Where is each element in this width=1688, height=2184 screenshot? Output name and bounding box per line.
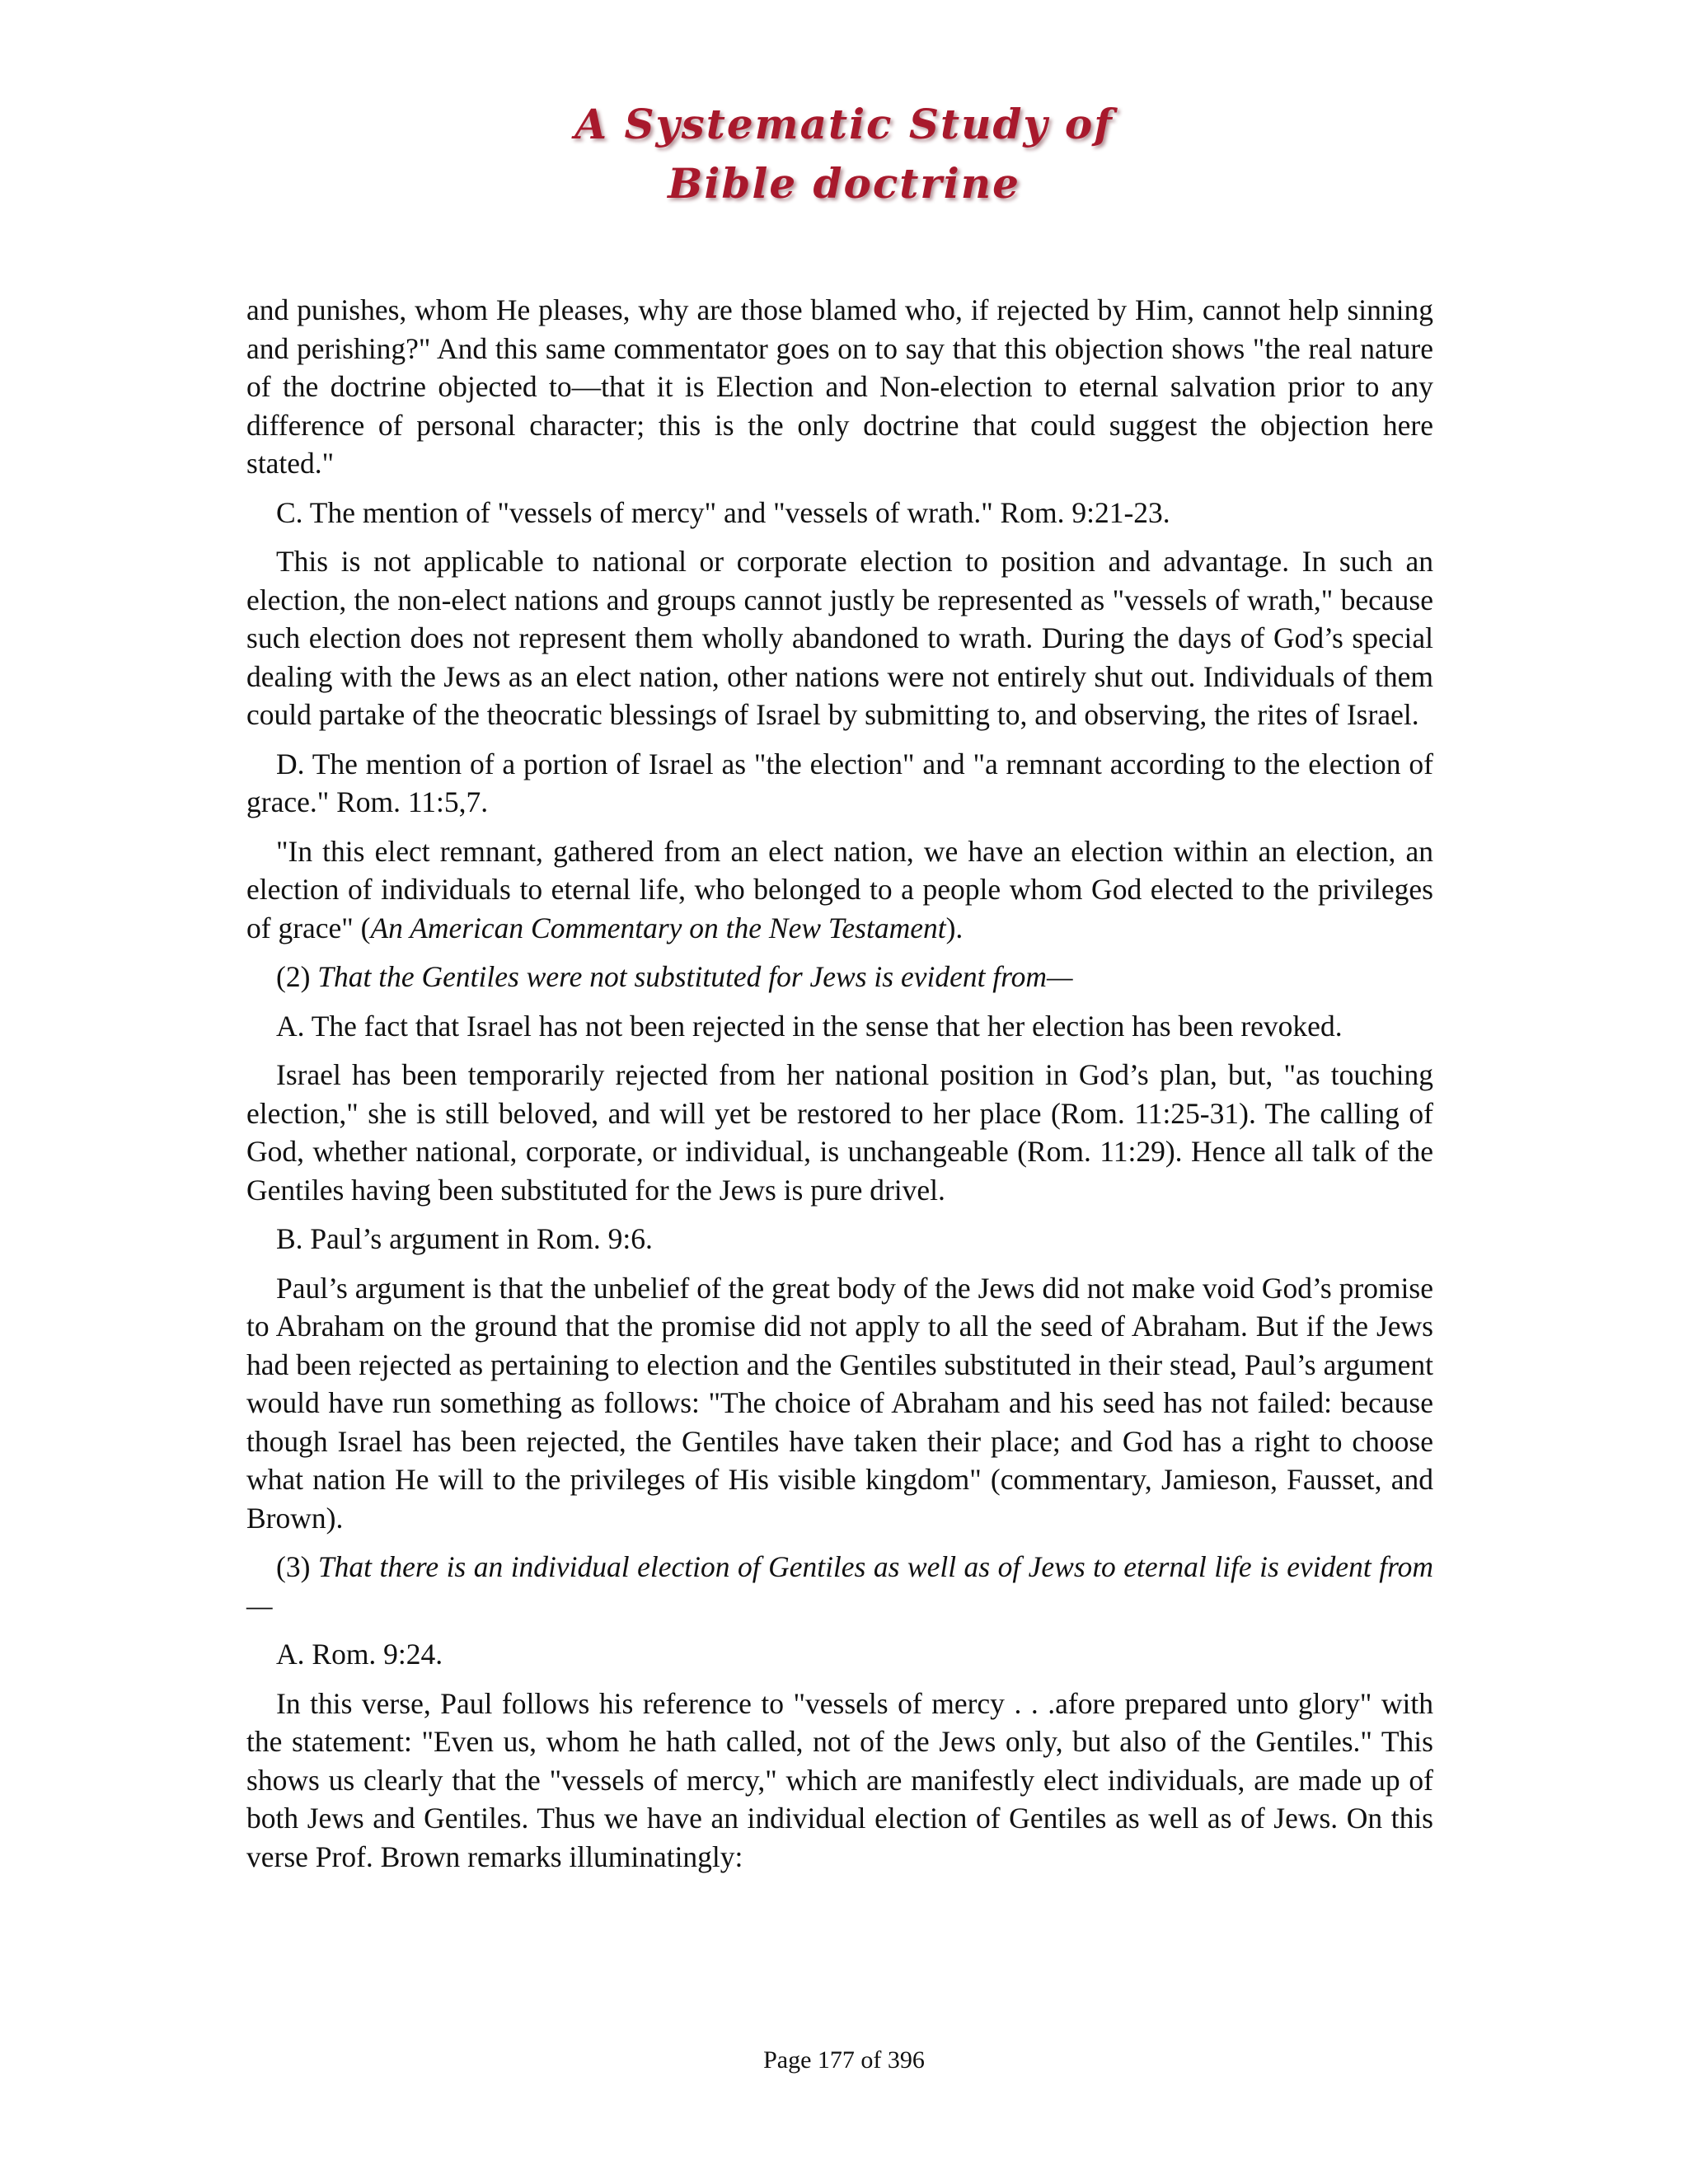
book-title-line-2: Bible doctrine	[668, 159, 1020, 208]
section-heading-2	[246, 958, 1433, 996]
paragraph-point-b: B. Paul’s argument in Rom. 9:6.	[276, 1222, 653, 1255]
quote-close: ).	[945, 911, 964, 944]
citation-title: An American Commentary on the New Testament	[370, 911, 946, 944]
section-number: (2)	[276, 960, 318, 993]
section-number: (3)	[276, 1550, 318, 1583]
paragraph-point-c: C. The mention of "vessels of mercy" and "vessels of wrath." Rom. 9:21-23.	[276, 495, 1170, 529]
section-title: That there is an individual election of Gentiles as well as of Jews to eternal life is evident from—	[246, 1550, 1433, 1622]
paragraph-body: In this verse, Paul follows his reference to "vessels of mercy . . .afore prepared unto glory" with the statement: "Even us, whom he hath called, not of the Jews only, but also of the Gentiles." This shows us clearly that the "vessels of mercy," which are manifestly elect individuals, are made up of both Jews and Gentiles. Thus we have an individual election of Gentiles as well as of Jews. On this verse Prof. Brown remarks illuminatingly:	[246, 1686, 1433, 1873]
quote-text: "In this elect remnant, gathered from an elect nation, we have an election within an election, an election of individuals to eternal life, who belonged to a people whom God elected to the privileges of grace" (	[246, 834, 1433, 944]
paragraph-body: Israel has been temporarily rejected from her national position in God’s plan, but, "as touching election," she is still beloved, and will yet be restored to her place (Rom. 11:25-31). The calling of God, whether national, corporate, or individual, is unchangeable (Rom. 11:29). Hence all talk of the Gentiles having been substituted for the Jews is pure drivel.	[246, 1058, 1433, 1207]
paragraph-body: This is not applicable to national or corporate election to position and advantage. In such an election, the non-elect nations and groups cannot justly be represented as "vessels of wrath," because such election does not represent them wholly abandoned to wrath. During the days of God’s special dealing with the Jews as an elect nation, other nations were not entirely shut out. Individuals of them could partake of the theocratic blessings of Israel by submitting to, and observing, the rites of Israel.	[246, 545, 1433, 731]
paragraph-continuation: and punishes, whom He pleases, why are those blamed who, if rejected by Him, cannot help sinning and perishing?" And this same commentator goes on to say that this objection shows "the real nature of the doctrine objected to—that it is Election and Non-election to eternal salvation prior to any difference of personal character; this is the only doctrine that could suggest the objection here stated."	[246, 293, 1433, 480]
paragraph-point-d: D. The mention of a portion of Israel as "the election" and "a remnant according to the election of grace." Rom. 11:5,7.	[246, 747, 1433, 818]
paragraph-point-a: A. The fact that Israel has not been rejected in the sense that her election has been revoked.	[276, 1009, 1343, 1043]
page-body	[246, 291, 1433, 1886]
page-number: Page 177 of 396	[763, 2046, 925, 2074]
paragraph-point-a: A. Rom. 9:24.	[276, 1638, 443, 1671]
book-title-line-1: A Systematic Study of	[574, 100, 1114, 148]
paragraph-body: Paul’s argument is that the unbelief of the great body of the Jews did not make void God’s promise to Abraham on the ground that the promise did not apply to all the seed of Abraham. But if the Jews had been rejected as pertaining to election and the Gentiles substituted in their stead, Paul’s argument would have run something as follows: "The choice of Abraham and his seed has not failed: because though Israel has been rejected, the Gentiles have taken their place; and God has a right to choose what nation He will to the privileges of His visible kingdom" (commentary, Jamieson, Fausset, and Brown).	[246, 1271, 1433, 1535]
book-title-logo	[0, 95, 1688, 213]
section-heading-3	[246, 1548, 1433, 1624]
paragraph-quote	[246, 832, 1433, 948]
section-title: That the Gentiles were not substituted for Jews is evident from—	[317, 960, 1073, 993]
